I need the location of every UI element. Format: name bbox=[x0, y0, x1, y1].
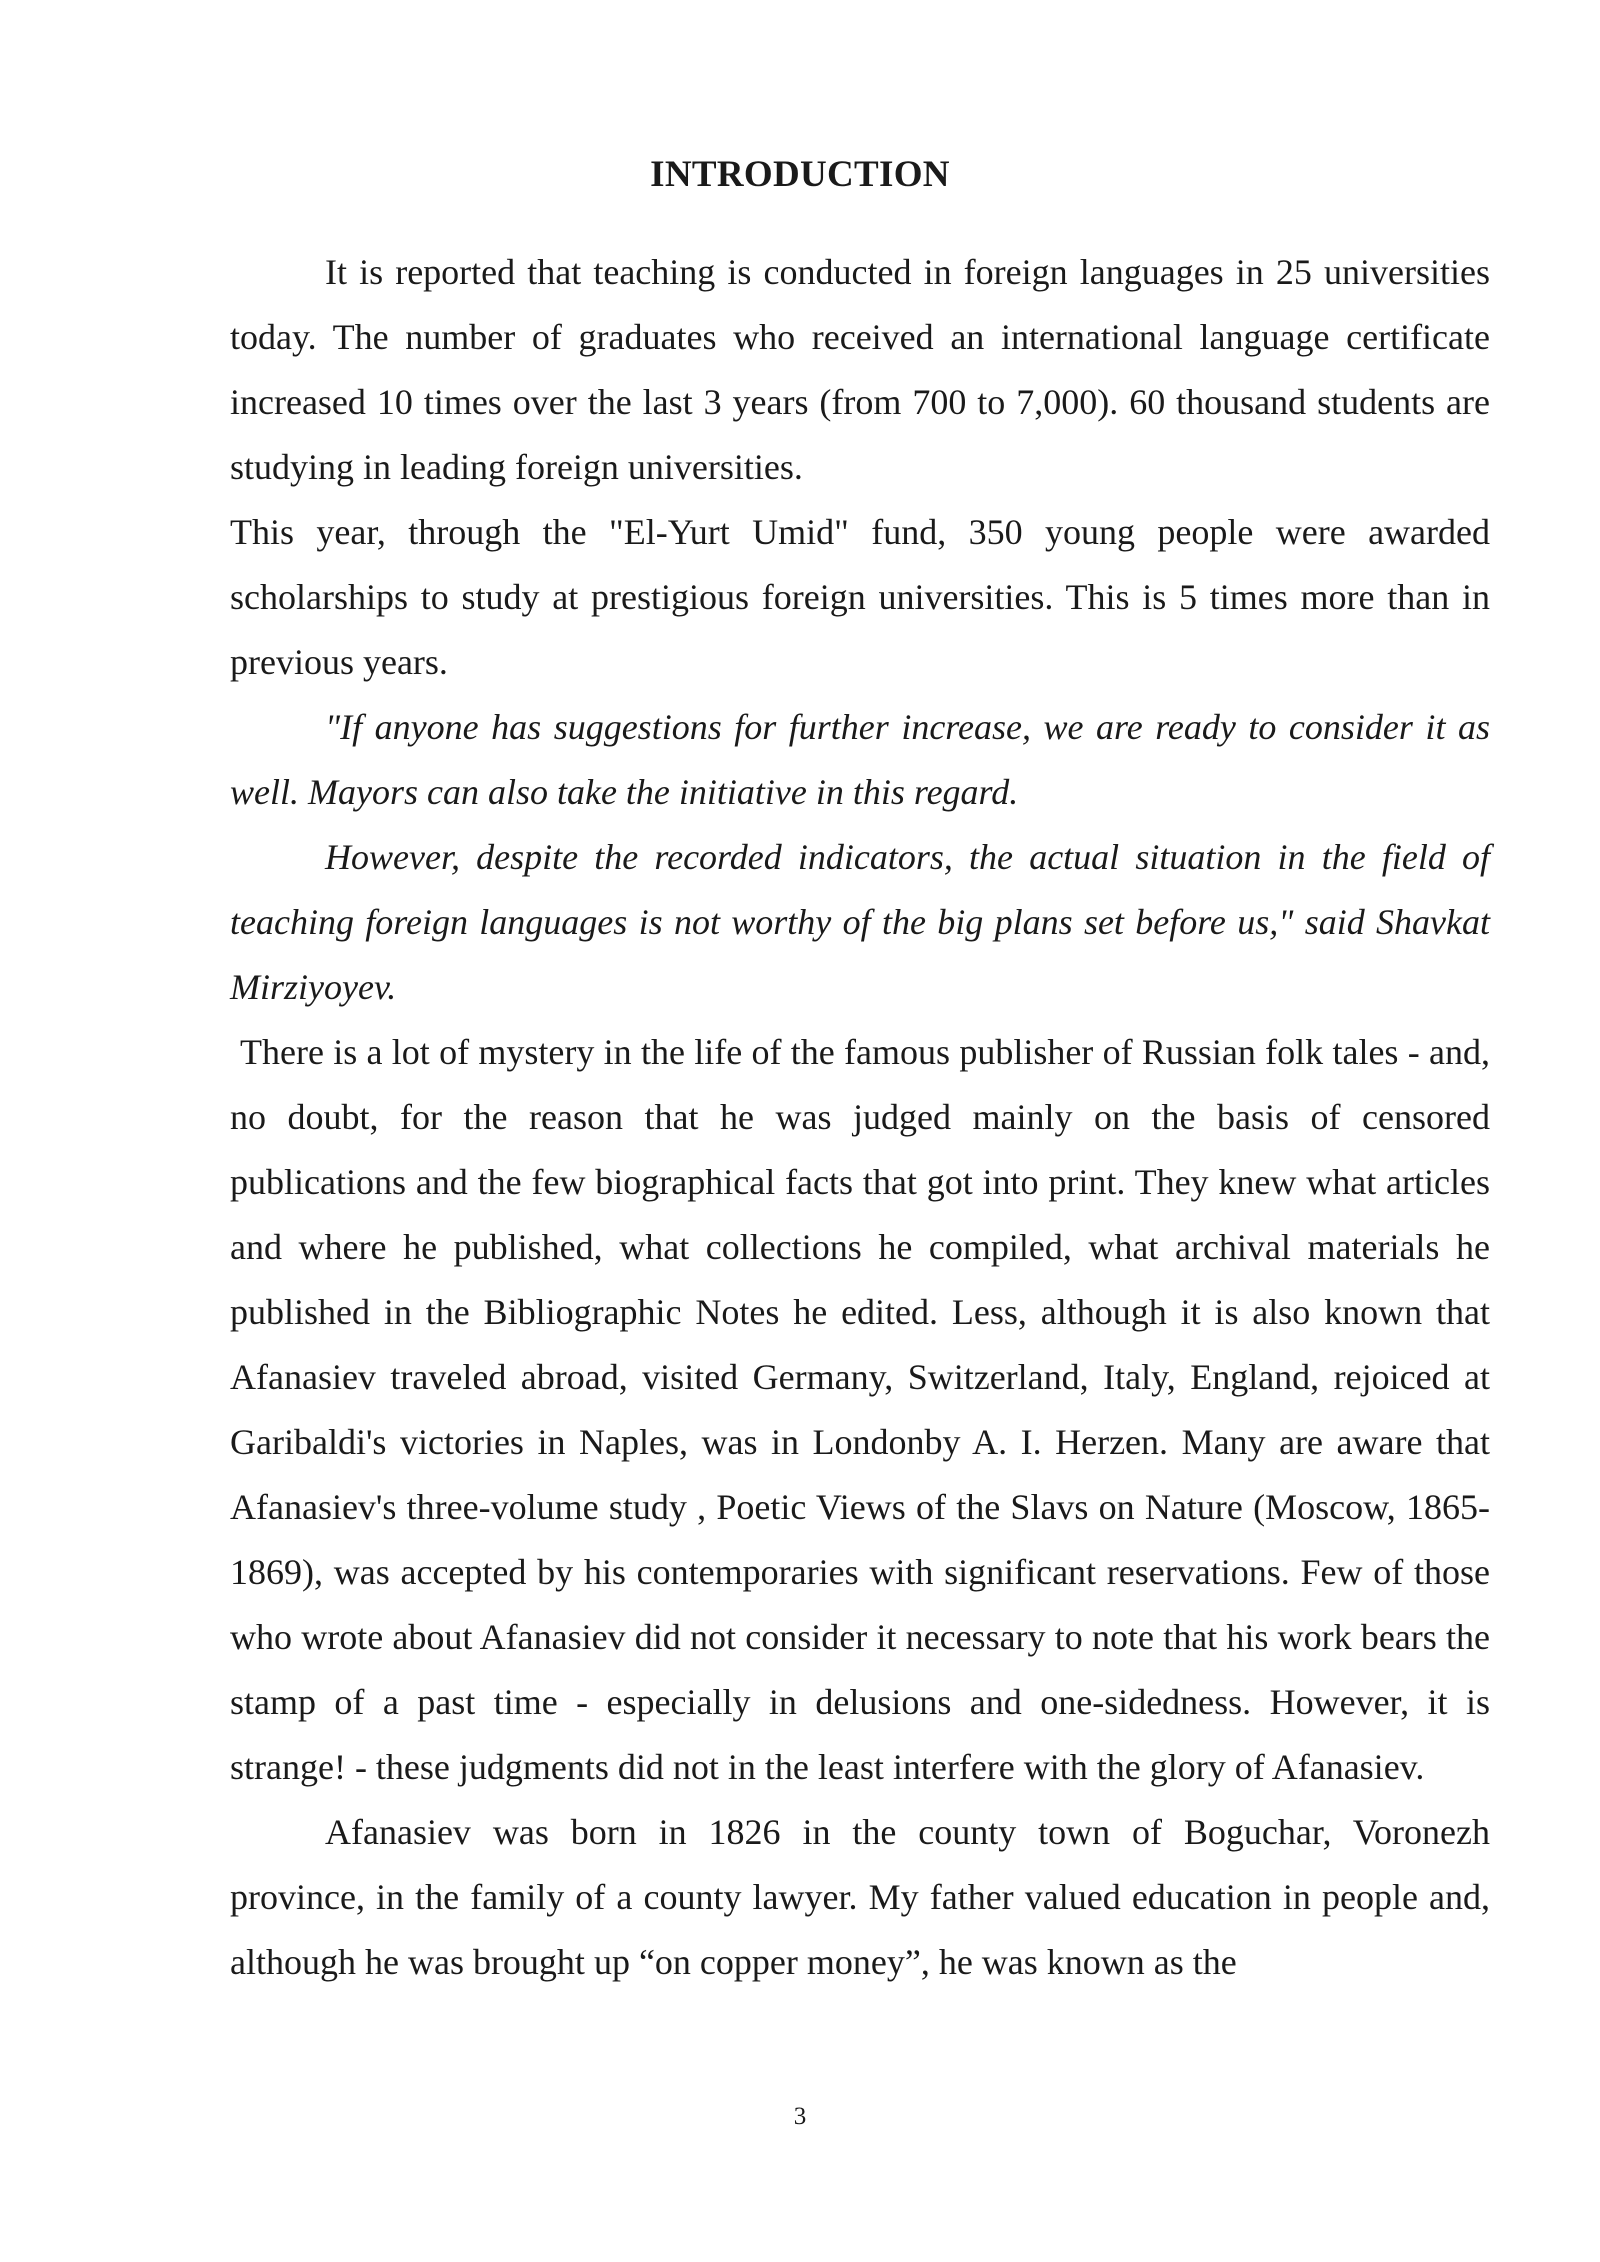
paragraph-afanasiev-birth: Afanasiev was born in 1826 in the county town of Boguchar, Voronezh province, in the family of a county lawyer. My father valued education in people and, although he was brought up “on copper money”, he was known as the bbox=[230, 1812, 1490, 1982]
paragraph-quote-mirziyoyev: However, despite the recorded indicators, the actual situation in the field of teaching foreign languages is not worthy of the big plans set before us," said Shavkat Mirziyoyev. bbox=[230, 837, 1490, 1007]
page-title: INTRODUCTION bbox=[650, 154, 950, 195]
document-body bbox=[230, 240, 1490, 1995]
paragraph-el-yurt-umid: This year, through the "El-Yurt Umid" fund, 350 young people were awarded scholarships to study at prestigious foreign universities. This is 5 times more than in previous years. bbox=[230, 512, 1490, 682]
paragraph-universities: It is reported that teaching is conducted in foreign languages in 25 universities today. The number of graduates who received an international language certificate increased 10 times over the last 3 years (from 700 to 7,000). 60 thousand students are studying in leading foreign universities. bbox=[230, 252, 1490, 487]
paragraph-afanasiev-mystery: There is a lot of mystery in the life of the famous publisher of Russian folk tales - and, no doubt, for the reason that he was judged mainly on the basis of censored publications and the few biographical facts that got into print. They knew what articles and where he published, what collections he compiled, what archival materials he published in the Bibliographic Notes he edited. Less, although it is also known that Afanasiev traveled abroad, visited Germany, Switzerland, Italy, England, rejoiced at Garibaldi's victories in Naples, was in Londonby A. I. Herzen. Many are aware that Afanasiev's three-volume study , Poetic Views of the Slavs on Nature (Moscow, 1865-1869), was accepted by his contemporaries with significant reservations. Few of those who wrote about Afanasiev did not consider it necessary to note that his work bears the stamp of a past time - especially in delusions and one-sidedness. However, it is strange! - these judgments did not in the least interfere with the glory of Afanasiev. bbox=[230, 1032, 1490, 1787]
page-number: 3 bbox=[793, 2103, 807, 2130]
paragraph-quote-suggestions: "If anyone has suggestions for further increase, we are ready to consider it as well. Mayors can also take the initiative in this regard. bbox=[230, 707, 1490, 812]
